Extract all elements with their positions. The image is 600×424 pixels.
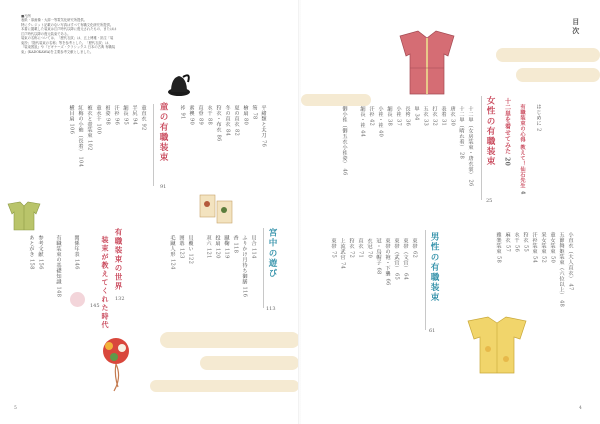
left-page-number: 5: [14, 406, 17, 411]
toc-item[interactable]: 冠・烏帽子 68: [375, 238, 382, 275]
toc-item[interactable]: 五節舞姫装束（六位以上） 48: [558, 232, 565, 308]
toc-item[interactable]: 冬の直衣 84: [224, 105, 231, 137]
toc-item[interactable]: 狩衣 55: [522, 232, 529, 253]
toc-item[interactable]: 上流武官 74: [339, 238, 346, 270]
cloud-decoration: [516, 68, 600, 82]
notes-line: 束』(KADOKAWA)を主要参考文献としました。: [21, 49, 94, 54]
toc-item[interactable]: 十二単（女房装束・唐衣裳） 26: [467, 106, 474, 187]
toc-item[interactable]: 唐衣 30: [449, 106, 456, 127]
toc-item[interactable]: あとがき 158: [28, 235, 35, 270]
toc-item[interactable]: 蹴鞠 119: [223, 235, 230, 259]
card-game-illustrations-icon: [198, 193, 234, 227]
red-kosode-robe-icon: [398, 28, 456, 96]
toc-item[interactable]: 平緒類と太刀 76: [260, 105, 267, 148]
toc-item[interactable]: 御小袿（御五衣小袿姿） 46: [341, 106, 348, 176]
flower-ornament-icon: [70, 292, 85, 307]
notes-line: 本書に掲載した装束は江戸時代以降に復元されたもの、またはは: [21, 27, 117, 32]
black-court-cap-icon: [166, 70, 192, 98]
toc-item[interactable]: 被衣と壺装束 102: [86, 105, 93, 151]
toc-item[interactable]: はじめに 2: [535, 104, 542, 132]
toc-item[interactable]: 毛蹴人形 124: [169, 235, 176, 270]
toc-item[interactable]: 束帯（武官） 65: [393, 238, 400, 281]
toc-item[interactable]: 関係年表 146: [73, 235, 80, 270]
toc-item[interactable]: 小袿・袿 40: [377, 106, 384, 138]
cloud-decoration: [200, 356, 299, 370]
notes-line: 特にクレジット記載のない写真はすべて有職文化研究所提供。: [21, 22, 114, 27]
toc-item[interactable]: 采女装束 52: [540, 232, 547, 264]
feature-item[interactable]: 有職装束の心得 教えて！仙石先生 4: [519, 104, 526, 195]
toc-item[interactable]: 有職装束の基礎知識 148: [55, 235, 62, 298]
notes-line: 束抄」「随代装束の名称」等を参考とした。「歴代衣紋」は、: [21, 40, 112, 45]
toc-item[interactable]: ふりかけ月待ち御膳 116: [241, 235, 248, 298]
flower-kusudama-ornament-icon: [94, 335, 138, 393]
toc-item[interactable]: 紅梅の小袖（長着） 104: [77, 105, 84, 168]
toc-item[interactable]: 夏の直衣 82: [233, 105, 240, 137]
toc-item[interactable]: 細長・袿 44: [359, 106, 366, 138]
women-section-title[interactable]: 女性の有職装束: [485, 96, 495, 167]
toc-item[interactable]: 双六 121: [205, 235, 212, 259]
yellow-kosode-robe-icon: [6, 200, 42, 232]
right-page: [301, 0, 600, 424]
section-rule: [153, 104, 154, 186]
notes-line: 装束の名称については、「歴代衣紋」は、五上博雅・訳注「装: [21, 36, 114, 41]
toc-item[interactable]: 小袿 37: [395, 106, 402, 127]
toc-item[interactable]: 束帯 75: [330, 238, 337, 259]
toc-item[interactable]: 打衣 32: [431, 106, 438, 127]
toc-item[interactable]: 貝覆い 122: [187, 235, 194, 265]
notes-line: 表紙・扉画像・大扉一等電気化研究所提供。: [21, 18, 87, 23]
cloud-decoration: [160, 332, 300, 348]
cloud-decoration: [150, 380, 299, 392]
cloud-decoration: [301, 94, 371, 106]
toc-item[interactable]: 長袴 36: [404, 106, 411, 127]
notes-label: ■凡例: [21, 14, 31, 18]
men-section-page: 61: [429, 328, 436, 334]
toc-item[interactable]: 細長 95: [122, 105, 129, 126]
toc-item[interactable]: 裃 91: [179, 105, 186, 120]
toc-item[interactable]: 汗衫 96: [113, 105, 120, 126]
women-section-page: 25: [486, 198, 493, 204]
toc-item[interactable]: 直垂 89: [197, 105, 204, 126]
right-page-number: 4: [579, 406, 582, 411]
epilogue-sub-page: 145: [90, 303, 100, 309]
toc-item[interactable]: 汗衫 42: [368, 106, 375, 127]
section-rule: [263, 228, 264, 308]
toc-item[interactable]: 小直衣（大人直衣） 47: [567, 232, 574, 291]
men-section-title[interactable]: 男性の有職装束: [429, 232, 439, 303]
toc-item[interactable]: 参考文献 156: [37, 235, 44, 270]
toc-item[interactable]: 投扇 120: [214, 235, 221, 259]
toc-item[interactable]: 水干 56: [513, 232, 520, 253]
toc-item[interactable]: 細長 38: [386, 106, 393, 127]
toc-item[interactable]: 十二単（晴れ着） 28: [458, 106, 465, 160]
toc-item[interactable]: 狩衣・布衣 86: [215, 105, 222, 142]
toc-item[interactable]: 貝合 114: [250, 235, 257, 259]
toc-item[interactable]: 童水干 100: [95, 105, 102, 135]
toc-item[interactable]: 衣冠 70: [366, 238, 373, 259]
epilogue-subtitle[interactable]: 装束が教えてくれた時代: [101, 236, 110, 330]
toc-item[interactable]: 素襖 90: [188, 105, 195, 126]
toc-item[interactable]: 狩衣 72: [348, 238, 355, 259]
toc-item[interactable]: 五衣 33: [422, 106, 429, 127]
toc-item[interactable]: 表着 31: [440, 106, 447, 127]
court-section-title[interactable]: 宮中の遊び: [267, 228, 277, 279]
notes-line: 『装束図説』や『ビギナーズ・クラシックス 日本の古典 有職装: [21, 45, 116, 50]
court-section-page: 113: [266, 306, 276, 312]
toc-item[interactable]: 香 118: [232, 235, 239, 254]
toc-item[interactable]: 衵姿 98: [104, 105, 111, 126]
feature2-item[interactable]: 十二単を着せてみた 20: [503, 98, 511, 167]
epilogue-title[interactable]: 有職装束の世界: [114, 228, 123, 291]
toc-item[interactable]: 囲碁 123: [178, 235, 185, 259]
toc-item[interactable]: 束帯 62: [411, 238, 418, 259]
children-section-title[interactable]: 童の有職装束: [158, 102, 168, 163]
section-rule: [425, 230, 426, 330]
section-rule: [481, 96, 482, 200]
toc-item[interactable]: 童女装束 50: [549, 232, 556, 264]
children-section-page: 91: [160, 184, 167, 190]
toc-item[interactable]: 束帯（文官） 64: [402, 238, 409, 281]
gold-kosode-robe-icon: [466, 315, 528, 377]
toc-item[interactable]: 童直衣 92: [140, 105, 147, 131]
toc-item[interactable]: 半尻 94: [131, 105, 138, 126]
epilogue-page: 132: [115, 296, 125, 302]
toc-item[interactable]: 単 34: [413, 106, 420, 121]
notes-line: 江戸時代以降の復元装束である。: [21, 31, 71, 36]
toc-item[interactable]: 麻衣 57: [504, 232, 511, 253]
toc-heading: 目次: [571, 18, 581, 36]
toc-item[interactable]: 檜扇 80: [242, 105, 249, 126]
cloud-decoration: [496, 48, 600, 62]
toc-item[interactable]: 雅楽装束 58: [495, 232, 502, 264]
notes-box: [21, 14, 153, 54]
left-page: [0, 0, 299, 424]
toc-item[interactable]: 束帯の袍・下襲 66: [384, 238, 391, 286]
toc-item[interactable]: 横目扇 106: [68, 105, 75, 135]
toc-item[interactable]: 水干 88: [206, 105, 213, 126]
toc-item[interactable]: 直衣 71: [357, 238, 364, 259]
toc-item[interactable]: 笏 78: [251, 105, 258, 120]
toc-item[interactable]: 汗衫装束 54: [531, 232, 538, 264]
